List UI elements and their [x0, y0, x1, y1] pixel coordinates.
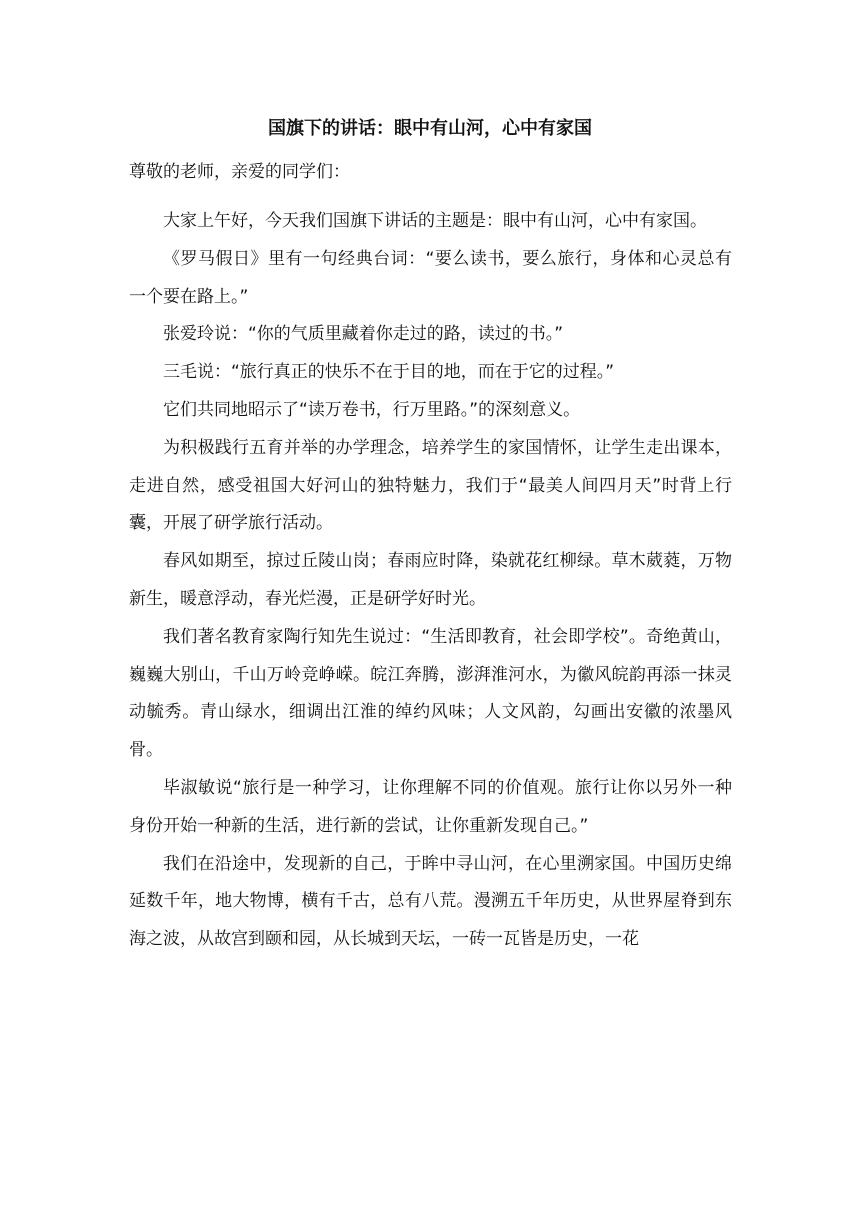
paragraph: 春风如期至，掠过丘陵山岗；春雨应时降，染就花红柳绿。草木葳蕤，万物新生，暖意浮动，春光烂漫，正是研学好时光。 — [129, 551, 732, 609]
paragraph: 《罗马假日》里有一句经典台词：“要么读书，要么旅行，身体和心灵总有一个要在路上。” — [129, 248, 732, 307]
document-body — [129, 203, 732, 959]
paragraph: 我们在沿途中，发现新的自己，于眸中寻山河，在心里溯家国。中国历史绵延数千年，地大物博，横有千古，总有八荒。漫溯五千年历史，从世界屋脊到东海之波，从故宫到颐和园，从长城到天坛，一砖一瓦皆是历史，一花 — [129, 853, 732, 950]
paragraph: 它们共同地昭示了“读万卷书，行万里路。”的深刻意义。 — [163, 399, 581, 420]
paragraph: 毕淑敏说“旅行是一种学习，让你理解不同的价值观。旅行让你以另外一种身份开始一种新的生活，进行新的尝试，让你重新发现自己。” — [129, 777, 732, 836]
paragraph: 大家上午好，今天我们国旗下讲话的主题是：眼中有山河，心中有家国。 — [163, 211, 707, 231]
paragraph: 为积极践行五育并举的办学理念，培养学生的家国情怀，让学生走出课本，走进自然，感受祖国大好河山的独特魅力，我们于“最美人间四月天”时背上行囊，开展了研学旅行活动。 — [129, 437, 732, 534]
paragraph: 我们著名教育家陶行知先生说过：“生活即教育，社会即学校”。奇绝黄山，巍巍大别山，千山万岭竞峥嵘。皖江奔腾，澎湃淮河水，为徽风皖韵再添一抹灵动毓秀。青山绿水，细调出江淮的绰约风味；人文风韵，勾画出安徽的浓墨风骨。 — [129, 626, 732, 761]
paragraph: 三毛说：“旅行真正的快乐不在于目的地，而在于它的过程。” — [163, 362, 615, 383]
greeting-line: 尊敬的老师，亲爱的同学们： — [129, 162, 350, 182]
paragraph: 张爱玲说：“你的气质里藏着你走过的路，读过的书。” — [163, 324, 564, 345]
document-title: 国旗下的讲话：眼中有山河，心中有家国 — [268, 118, 592, 139]
